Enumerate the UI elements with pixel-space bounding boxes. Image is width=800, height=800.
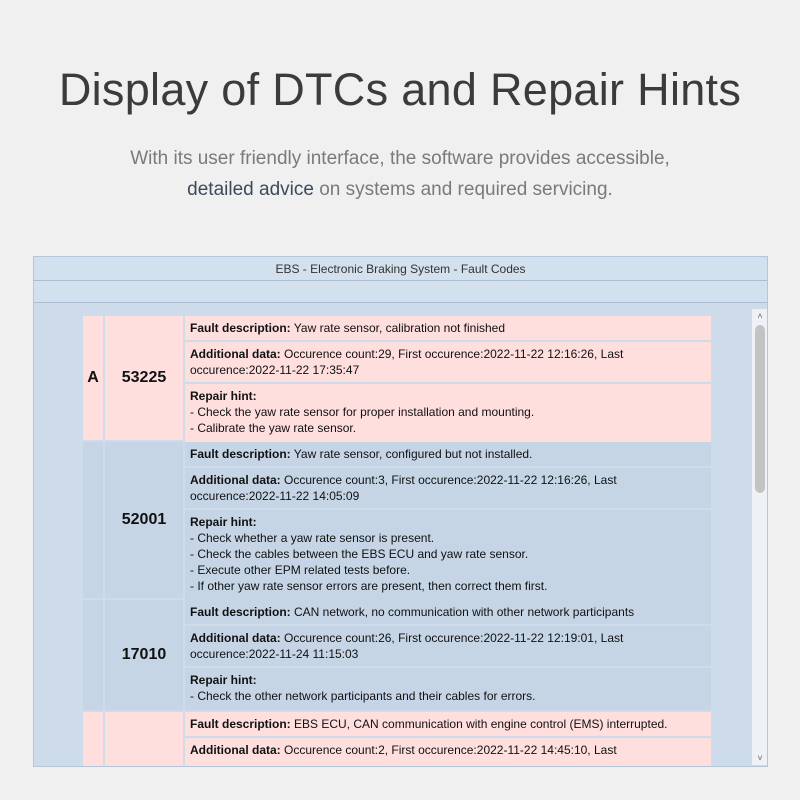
fault-description xyxy=(185,600,711,626)
hint-line: - Check the yaw rate sensor for proper installation and mounting. xyxy=(190,405,535,419)
fault-details xyxy=(185,442,711,598)
subtitle-text-2: on systems and required servicing. xyxy=(313,179,613,200)
fault-row[interactable] xyxy=(83,712,711,767)
fault-description-value: CAN network, no communication with other network participants xyxy=(294,605,635,619)
additional-data-label: Additional data: xyxy=(190,743,281,757)
fault-row[interactable] xyxy=(83,442,711,600)
fault-details xyxy=(185,712,711,767)
page-subtitle xyxy=(80,143,720,205)
repair-hint-label: Repair hint: xyxy=(190,673,257,687)
scroll-up-icon[interactable]: ˄ xyxy=(757,311,763,321)
additional-data-value: Occurence count:2, First occurence:2022-11-22 14:45:10, Last xyxy=(284,743,617,757)
fault-code: 53225 xyxy=(105,316,185,440)
fault-description-label: Fault description: xyxy=(190,321,291,335)
hint-line: - Calibrate the yaw rate sensor. xyxy=(190,421,357,435)
fault-description xyxy=(185,442,711,468)
repair-hint xyxy=(185,668,711,710)
additional-data-label: Additional data: xyxy=(190,631,281,645)
fault-row[interactable] xyxy=(83,316,711,442)
hint-line: - Check the other network participants and their cables for errors. xyxy=(190,689,536,703)
fault-details xyxy=(185,316,711,440)
additional-data-value: Occurence count:3, First occurence:2022-11-22 12:16:26, Last occurence:2022-11-22 14:05:09 xyxy=(190,473,617,503)
subtitle-highlight: detailed advice xyxy=(187,179,314,200)
fault-status xyxy=(83,712,105,767)
subtitle-text-1: With its user friendly interface, the software provides accessible, xyxy=(130,148,670,169)
fault-description-label: Fault description: xyxy=(190,717,291,731)
fault-status: A xyxy=(83,316,105,440)
additional-data xyxy=(185,468,711,510)
repair-hint xyxy=(185,510,711,600)
additional-data-label: Additional data: xyxy=(190,347,281,361)
fault-row[interactable] xyxy=(83,600,711,712)
hint-line: - Check the cables between the EBS ECU and yaw rate sensor. xyxy=(190,547,529,561)
fault-description xyxy=(185,316,711,342)
window-title: EBS - Electronic Braking System - Fault Codes xyxy=(34,257,767,281)
repair-hint-label: Repair hint: xyxy=(190,389,257,403)
fault-description-label: Fault description: xyxy=(190,447,291,461)
repair-hint xyxy=(185,384,711,442)
additional-data xyxy=(185,626,711,668)
hint-line: - If other yaw rate sensor errors are present, then correct them first. xyxy=(190,579,548,593)
additional-data xyxy=(185,342,711,384)
additional-data-value: Occurence count:26, First occurence:2022-11-22 12:19:01, Last occurence:2022-11-24 11:15:03 xyxy=(190,631,624,661)
fault-code xyxy=(105,712,185,767)
hint-line: - Check whether a yaw rate sensor is present. xyxy=(190,531,435,545)
fault-status xyxy=(83,442,105,598)
fault-description-value: Yaw rate sensor, calibration not finished xyxy=(293,321,506,335)
fault-status xyxy=(83,600,105,710)
fault-description-value: Yaw rate sensor, configured but not installed. xyxy=(293,447,533,461)
fault-code: 52001 xyxy=(105,442,185,598)
fault-list xyxy=(83,316,711,767)
fault-codes-window xyxy=(33,256,768,767)
scroll-thumb[interactable] xyxy=(755,325,765,493)
fault-description xyxy=(185,712,711,738)
repair-hint-label: Repair hint: xyxy=(190,515,257,529)
additional-data xyxy=(185,738,711,767)
fault-code: 17010 xyxy=(105,600,185,710)
fault-description-value: EBS ECU, CAN communication with engine control (EMS) interrupted. xyxy=(294,717,668,731)
window-toolbar xyxy=(34,281,767,303)
fault-description-label: Fault description: xyxy=(190,605,291,619)
additional-data-value: Occurence count:29, First occurence:2022-11-22 12:16:26, Last occurence:2022-11-22 17:35:47 xyxy=(190,347,624,377)
additional-data-label: Additional data: xyxy=(190,473,281,487)
vertical-scrollbar[interactable] xyxy=(752,309,768,765)
page-title: Display of DTCs and Repair Hints xyxy=(58,64,742,115)
hint-line: - Execute other EPM related tests before. xyxy=(190,563,411,577)
scroll-down-icon[interactable]: ˅ xyxy=(757,753,763,763)
fault-details xyxy=(185,600,711,710)
